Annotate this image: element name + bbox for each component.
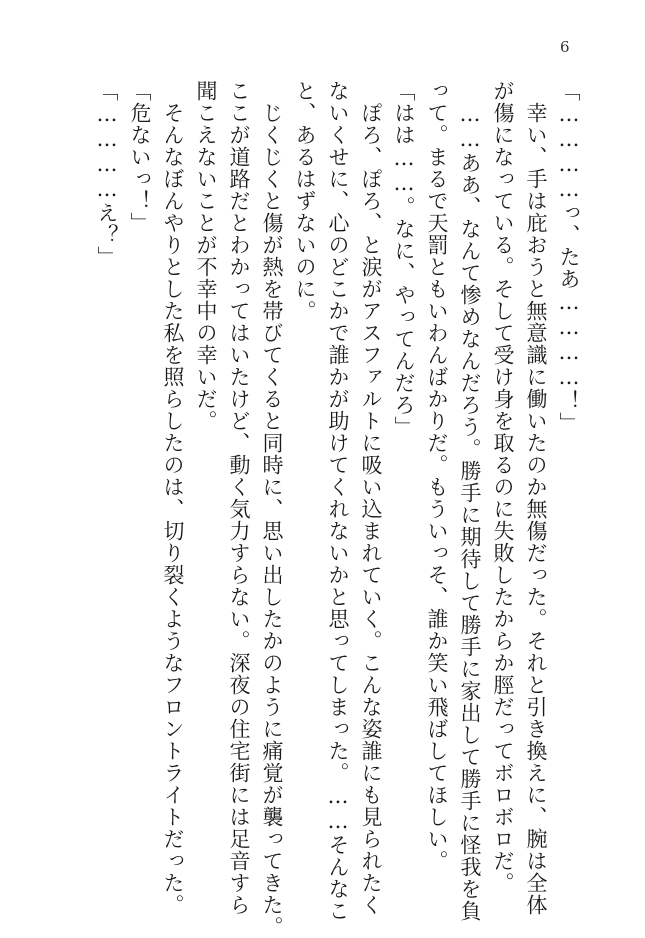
text-line: じくじくと傷が熱を帯びてくると同時に、思い出したかのように痛覚が襲ってきた。 <box>260 80 284 938</box>
text-line: 「…………え？」 <box>95 80 119 268</box>
text-line: 幸い、手は庇おうと無意識に働いたのか無傷だった。それと引き換えに、腕は全体 <box>524 80 548 916</box>
text-line: って。まるで天罰ともいわんばかりだ。もういっそ、誰か笑い飛ばしてほしい。 <box>425 80 449 872</box>
novel-text-block <box>90 80 585 938</box>
text-line: ぽろ、ぽろ、と涙がアスファルトに吸い込まれていく。こんな姿誰にも見られたく <box>359 80 383 916</box>
text-line: ここが道路だとわかってはいたけど、動く気力すらない。深夜の住宅街には足音すら <box>227 80 251 916</box>
text-line: 聞こえないことが不幸中の幸いだ。 <box>194 80 218 432</box>
text-line: が傷になっている。そして受け身を取るのに失敗したからか脛だってボロボロだ。 <box>491 80 515 894</box>
text-line: 「危ないっ！」 <box>128 80 152 234</box>
text-line: ……ああ、なんて惨めなんだろう。勝手に期待して勝手に家出して勝手に怪我を負 <box>458 80 482 922</box>
text-line: そんなぼんやりとした私を照らしたのは、切り裂くようなフロントライトだった。 <box>161 80 185 916</box>
text-line: 「はは……。なに、やってんだろ」 <box>392 80 416 438</box>
page-number: 6 <box>560 38 570 56</box>
text-line: と、あるはずないのに。 <box>293 80 317 322</box>
text-line: 「…………っ、たあ…………！」 <box>557 80 581 434</box>
text-line: ないくせに、心のどこかで誰かが助けてくれないかと思ってしまった。……そんなこ <box>326 80 350 922</box>
